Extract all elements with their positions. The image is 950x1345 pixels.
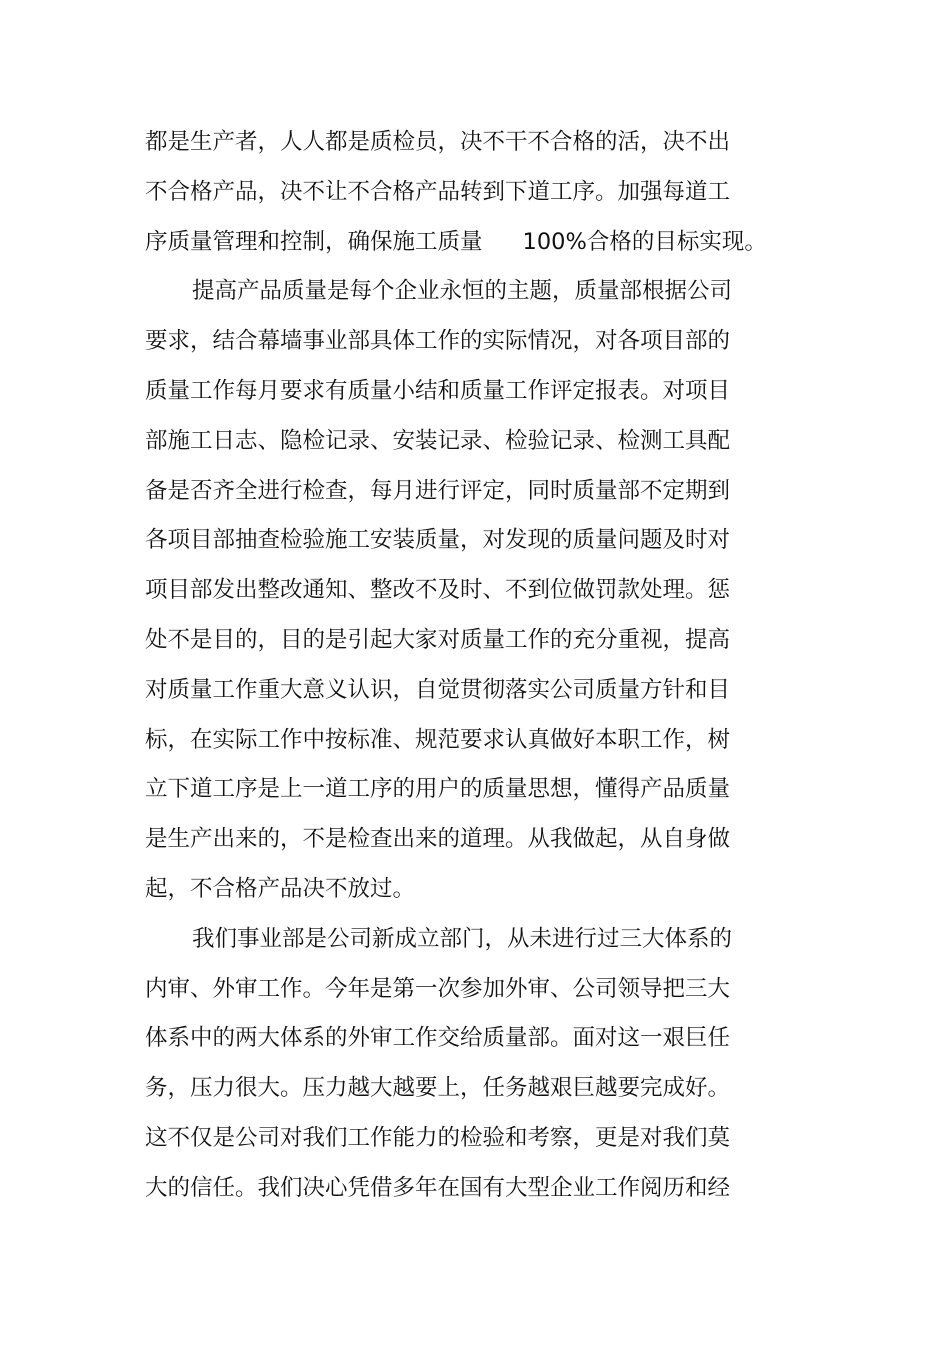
text-line: 标，在实际工作中按标准、规范要求认真做好本职工作，树 xyxy=(145,726,731,753)
text-line: 是生产出来的，不是检查出来的道理。从我做起，从自身做 xyxy=(145,826,731,853)
text-line: 对质量工作重大意义认识，自觉贯彻落实公司质量方针和目 xyxy=(145,676,731,703)
text-line: 体系中的两大体系的外审工作交给质量部。面对这一艰巨任 xyxy=(145,1025,731,1052)
text-line xyxy=(145,218,765,268)
body-text xyxy=(145,118,765,1214)
text-line: 处不是目的，目的是引起大家对质量工作的充分重视，提高 xyxy=(145,626,731,653)
text-line: 不合格产品，决不让不合格产品转到下道工序。加强每道工 xyxy=(145,178,731,205)
text-line: 质量工作每月要求有质量小结和质量工作评定报表。对项目 xyxy=(145,377,731,404)
text-line: 项目部发出整改通知、整改不及时、不到位做罚款处理。惩 xyxy=(145,577,731,604)
text-line: 都是生产者，人人都是质检员，决不干不合格的活，决不出 xyxy=(145,129,731,155)
text-line: 部施工日志、隐检记录、安装记录、检验记录、检测工具配 xyxy=(145,427,731,454)
text-line: 要求，结合幕墙事业部具体工作的实际情况，对各项目部的 xyxy=(145,328,731,355)
text-line: 立下道工序是上一道工序的用户的质量思想，懂得产品质量 xyxy=(145,776,731,803)
text-line: 内审、外审工作。今年是第一次参加外审、公司领导把三大 xyxy=(145,975,731,1002)
paragraph-start-line: 提高产品质量是每个企业永恒的主题，质量部根据公司 xyxy=(192,278,733,305)
text-line: 大的信任。我们决心凭借多年在国有大型企业工作阅历和经 xyxy=(145,1174,731,1201)
text-line: 备是否齐全进行检查，每月进行评定，同时质量部不定期到 xyxy=(145,477,731,504)
text-segment: 序质量管理和控制，确保施工质量 xyxy=(145,228,483,255)
text-line: 这不仅是公司对我们工作能力的检验和考察，更是对我们莫 xyxy=(145,1124,731,1151)
text-segment: 100%合格的目标实现。 xyxy=(522,228,767,255)
text-line: 起，不合格产品决不放过。 xyxy=(145,875,416,902)
text-line: 务，压力很大。压力越大越要上，任务越艰巨越要完成好。 xyxy=(145,1075,731,1102)
paragraph-start-line: 我们事业部是公司新成立部门，从未进行过三大体系的 xyxy=(192,925,733,952)
text-line: 各项目部抽查检验施工安装质量，对发现的质量问题及时对 xyxy=(145,527,731,554)
